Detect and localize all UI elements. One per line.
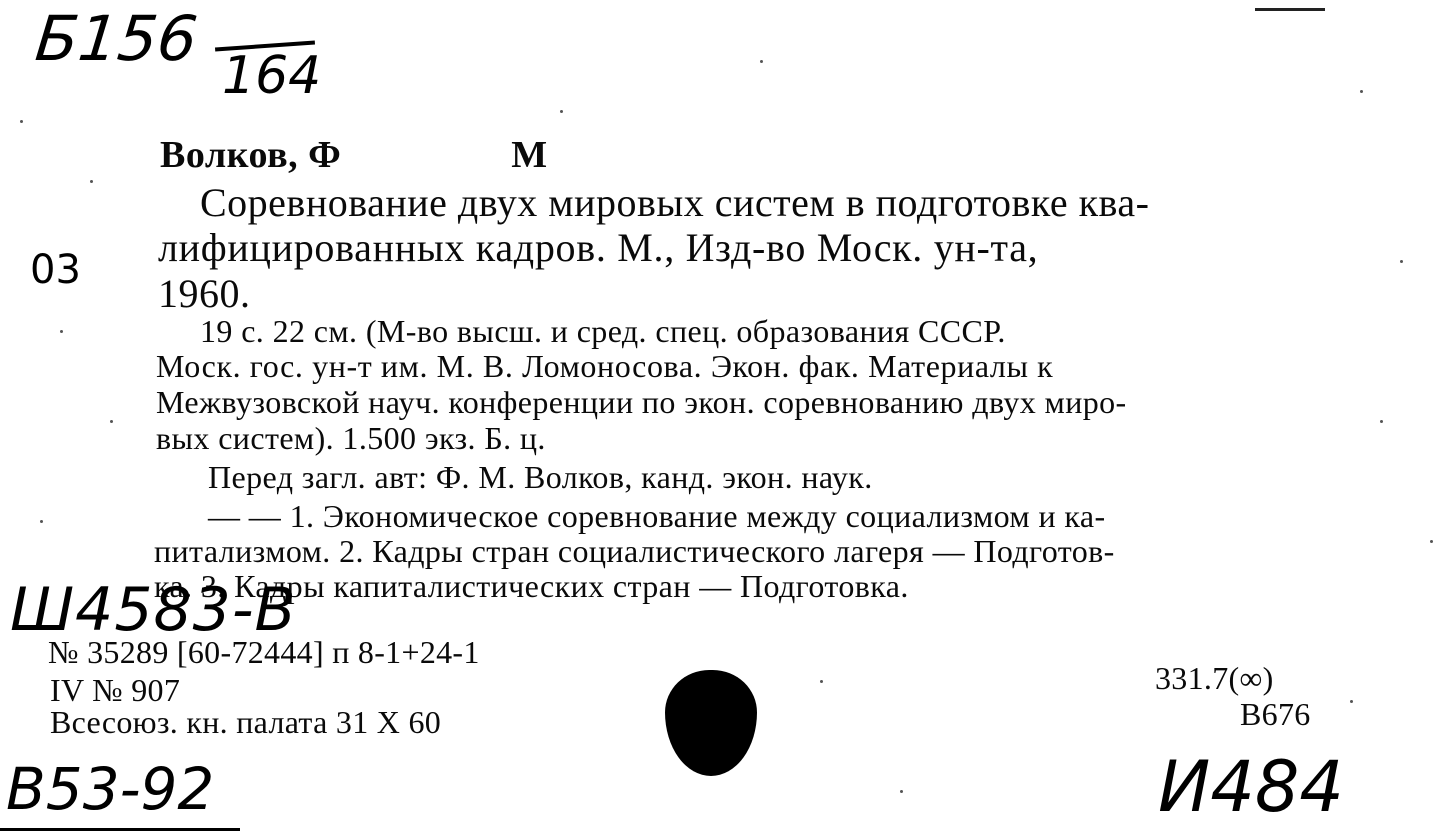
- speck: [60, 330, 63, 333]
- author-initial: М: [511, 134, 548, 176]
- description-line-2: Моск. гос. ун-т им. М. В. Ломоносова. Экон. фак. Материалы к: [156, 348, 1054, 384]
- top-edge-mark: [1255, 8, 1325, 11]
- speck: [900, 790, 903, 793]
- speck: [1350, 700, 1353, 703]
- bottom-edge-line: [0, 828, 240, 831]
- speck: [1360, 90, 1363, 93]
- bottom-left-handwritten: В53-92: [6, 755, 215, 823]
- speck: [110, 420, 113, 423]
- subject-line-1: — — 1. Экономическое соревнование между социализмом и ка-: [208, 498, 1106, 534]
- speck: [90, 180, 93, 183]
- subject-line-3: ка. 3. Кадры капиталистических стран — Подготовка.: [154, 568, 909, 604]
- book-chamber-line: Всесоюз. кн. палата 31 X 60: [50, 704, 442, 740]
- series-number: IV № 907: [50, 672, 181, 708]
- speck: [1400, 260, 1403, 263]
- subject-line-2: питализмом. 2. Кадры стран социалистического лагеря — Подготов-: [154, 533, 1115, 569]
- bottom-right-handwritten: И484: [1158, 746, 1344, 828]
- author-heading: [160, 136, 548, 174]
- author-name: Волков, Ф: [160, 134, 342, 176]
- author-note: Перед загл. авт: Ф. М. Волков, канд. экон. наук.: [208, 459, 873, 495]
- punch-hole: [665, 670, 757, 776]
- speck: [1430, 540, 1433, 543]
- title-line-2: лифицированных кадров. М., Изд-во Моск. ун-та,: [158, 225, 1039, 270]
- speck: [1380, 420, 1383, 423]
- call-fraction-handwritten: 164: [222, 46, 322, 106]
- title-line-3: 1960.: [158, 271, 251, 316]
- call-number-handwritten: Б156: [32, 2, 201, 75]
- title-line-1: Соревнование двух мировых систем в подготовке ква-: [200, 180, 1150, 225]
- speck: [40, 520, 43, 523]
- registration-number: № 35289 [60-72444] п 8-1+24-1: [48, 634, 480, 670]
- margin-mark-handwritten: 03: [30, 247, 81, 293]
- inventory-number-handwritten: Ш4583-В: [10, 575, 297, 645]
- classification-code: 331.7(∞): [1155, 660, 1274, 696]
- speck: [560, 110, 563, 113]
- author-sign: В676: [1240, 696, 1311, 732]
- description-line-1: 19 с. 22 см. (М-во высш. и сред. спец. образования СССР.: [200, 313, 1006, 349]
- speck: [760, 60, 763, 63]
- speck: [20, 120, 23, 123]
- description-line-3: Межвузовской науч. конференции по экон. соревнованию двух миро-: [156, 384, 1127, 420]
- description-line-4: вых систем). 1.500 экз. Б. ц.: [156, 420, 546, 456]
- speck: [820, 680, 823, 683]
